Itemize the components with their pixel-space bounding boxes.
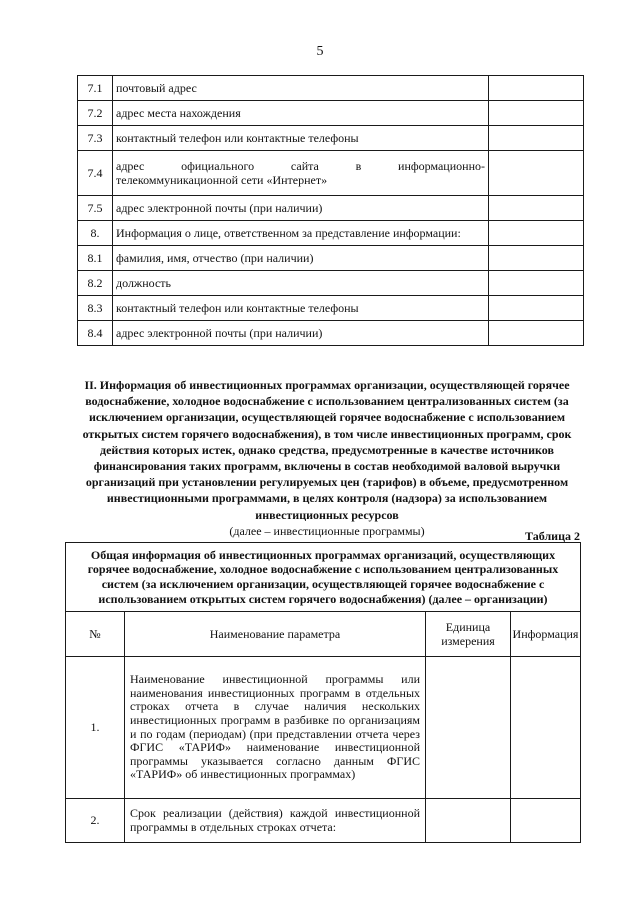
section-heading-text: II. Информация об инвестиционных программах организации, осуществляющей горячее водоснабжение, холодное водоснабжение с использованием централизованных систем (за исключением организации, осуществляющей горячее водоснабжение с использованием открытых систем горячего водоснабжения), в том числе инвестиционных программ, срок действия которых истек, однако средства, предусмотренные в качестве источников финансирования таких программ, включены в состав необходимой валовой выручки организаций при установлении регулируемых цен (тарифов) в объеме, предусмотренном инвестиционными программами, в целях контроля (надзора) за использованием инвестиционных ресурсов [82, 378, 572, 522]
table-row [78, 296, 584, 321]
table-row [78, 321, 584, 346]
value-cell [489, 271, 584, 296]
table-row [78, 271, 584, 296]
row-text [113, 151, 489, 196]
row-number: 7.2 [78, 101, 113, 126]
table-row [78, 101, 584, 126]
table-row [66, 799, 581, 843]
info-cell [511, 799, 581, 843]
column-header-row [66, 612, 581, 657]
table-row [78, 126, 584, 151]
column-header-unit: Единица измерения [426, 612, 511, 657]
value-cell [489, 196, 584, 221]
value-cell [489, 221, 584, 246]
row-text: фамилия, имя, отчество (при наличии) [113, 246, 489, 271]
row-number: 8.4 [78, 321, 113, 346]
row-number: 8.3 [78, 296, 113, 321]
row-number: 7.1 [78, 76, 113, 101]
value-cell [489, 101, 584, 126]
value-cell [489, 76, 584, 101]
row-number: 8.2 [78, 271, 113, 296]
unit-cell [426, 799, 511, 843]
table-row [78, 221, 584, 246]
row-number: 7.3 [78, 126, 113, 151]
page-number: 5 [316, 44, 324, 59]
value-cell [489, 321, 584, 346]
row-text: Наименование инвестиционной программы или наименования инвестиционных программ в отдельных строках отчета в случае наличия нескольких инвестиционных программ в разбивке по организациям и по годам (периодам) (при представлении отчета через ФГИС «ТАРИФ» наименование инвестиционной программы указывается согласно данным ФГИС «ТАРИФ» об инвестиционных программах) [125, 657, 426, 799]
row-text: Информация о лице, ответственном за представление информации: [113, 221, 489, 246]
row-text: почтовый адрес [113, 76, 489, 101]
table-header: Общая информация об инвестиционных программах организаций, осуществляющих горячее водоснабжение, холодное водоснабжение с использованием централизованных систем (за исключением организации, осуществляющей горячее водоснабжение с использованием открытых систем горячего водоснабжения) (далее – организации) [66, 543, 581, 612]
row-text: адрес электронной почты (при наличии) [113, 196, 489, 221]
contact-info-table [77, 75, 584, 346]
investment-programs-table [65, 542, 581, 843]
table-row [78, 246, 584, 271]
column-header-num: № [66, 612, 125, 657]
row-text: контактный телефон или контактные телефоны [113, 126, 489, 151]
value-cell [489, 246, 584, 271]
row-text-line-2: телекоммуникационной сети «Интернет» [116, 173, 328, 187]
info-cell [511, 657, 581, 799]
table-row [78, 76, 584, 101]
row-number: 8. [78, 221, 113, 246]
unit-cell [426, 657, 511, 799]
row-text-line-1: адрес официального сайта в информационно- [116, 158, 485, 173]
row-number: 1. [66, 657, 125, 799]
row-number: 7.4 [78, 151, 113, 196]
table-caption: Таблица 2 [525, 529, 580, 543]
value-cell [489, 126, 584, 151]
row-number: 7.5 [78, 196, 113, 221]
table-row [78, 151, 584, 196]
row-text: контактный телефон или контактные телефоны [113, 296, 489, 321]
row-number: 8.1 [78, 246, 113, 271]
row-text: адрес места нахождения [113, 101, 489, 126]
section-subheading: (далее – инвестиционные программы) [229, 523, 425, 538]
row-number: 2. [66, 799, 125, 843]
section-heading [82, 377, 572, 539]
row-text: Срок реализации (действия) каждой инвестиционной программы в отдельных строках отчета: [125, 799, 426, 843]
value-cell [489, 151, 584, 196]
table-header-row [66, 543, 581, 612]
table-row [78, 196, 584, 221]
column-header-param: Наименование параметра [125, 612, 426, 657]
table-row [66, 657, 581, 799]
row-text: должность [113, 271, 489, 296]
row-text: адрес электронной почты (при наличии) [113, 321, 489, 346]
column-header-info: Информация [511, 612, 581, 657]
value-cell [489, 296, 584, 321]
